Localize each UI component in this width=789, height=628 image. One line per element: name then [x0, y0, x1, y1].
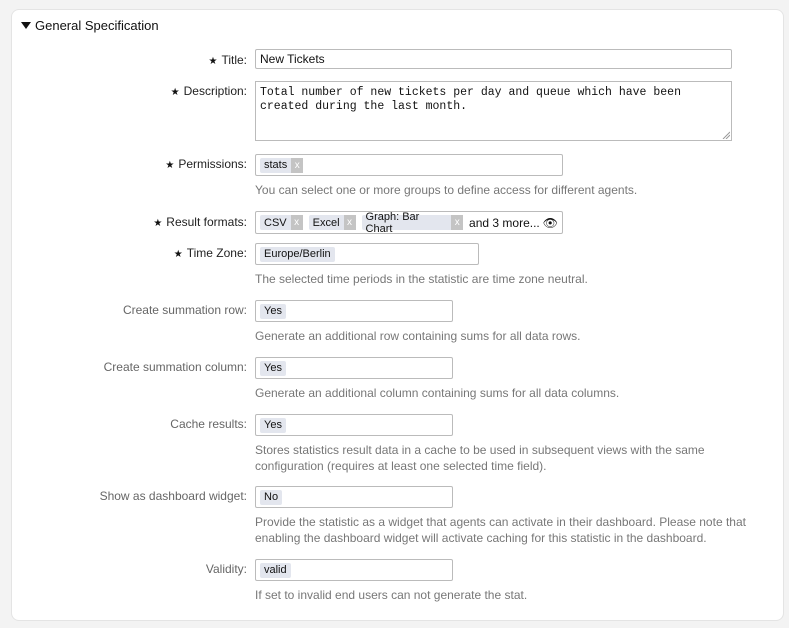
summation-row-label: Create summation row: [122, 303, 247, 317]
general-specification-panel [11, 9, 784, 621]
description-label: ★ Description: [170, 84, 247, 98]
section-toggle[interactable] [21, 16, 159, 34]
asterisk-icon: ★ [170, 87, 180, 98]
summation-column-label: Create summation column: [103, 360, 247, 374]
asterisk-icon: ★ [173, 249, 183, 260]
asterisk-icon: ★ [208, 56, 218, 67]
dashboard-widget-value: No [260, 490, 282, 505]
triangle-down-icon[interactable] [21, 22, 31, 29]
cache-results-value: Yes [260, 418, 286, 433]
validity-label: Validity: [205, 562, 247, 576]
section-title: General Specification [35, 17, 159, 33]
title-label: ★ Title: [208, 53, 247, 67]
summation-row-select[interactable] [255, 300, 453, 322]
summation-column-help: Generate an additional column containing sums for all data columns. [255, 386, 620, 400]
x-icon[interactable]: x [344, 215, 356, 230]
permission-chip: stats x [260, 158, 303, 173]
permissions-label: ★ Permissions: [165, 157, 247, 171]
result-formats-select[interactable] [255, 211, 563, 234]
cache-results-select[interactable] [255, 414, 453, 436]
resize-handle-icon[interactable] [722, 131, 730, 139]
time-zone-help: The selected time periods in the statistic are time zone neutral. [255, 272, 588, 286]
description-textarea[interactable]: Total number of new tickets per day and queue which have been created during the last month. [255, 81, 732, 141]
format-chip-bar-chart: Graph: Bar Chart x [362, 215, 464, 230]
eye-icon[interactable]: 👁 [542, 215, 558, 230]
dashboard-widget-label: Show as dashboard widget: [99, 489, 247, 503]
cache-results-help: Stores statistics result data in a cache to be used in subsequent views with the same configuration (requires at least one selected time field). [255, 443, 705, 473]
dashboard-widget-select[interactable] [255, 486, 453, 508]
summation-column-select[interactable] [255, 357, 453, 379]
x-icon[interactable]: x [291, 215, 303, 230]
validity-help: If set to invalid end users can not generate the stat. [255, 588, 528, 602]
cache-results-label: Cache results: [170, 417, 247, 431]
asterisk-icon: ★ [165, 160, 175, 171]
permissions-help: You can select one or more groups to define access for different agents. [255, 183, 638, 197]
format-chip-csv: CSV x [260, 215, 303, 230]
validity-select[interactable] [255, 559, 453, 581]
time-zone-select[interactable] [255, 243, 479, 265]
x-icon[interactable]: x [291, 158, 303, 173]
asterisk-icon: ★ [153, 218, 163, 229]
permissions-select[interactable] [255, 154, 563, 176]
format-chip-excel: Excel x [309, 215, 356, 230]
time-zone-label: ★ Time Zone: [173, 246, 247, 260]
title-input[interactable]: New Tickets [255, 49, 732, 69]
summation-row-help: Generate an additional row containing sums for all data rows. [255, 329, 581, 343]
x-icon[interactable]: x [451, 215, 463, 230]
result-formats-label: ★ Result formats: [153, 215, 247, 229]
more-formats-link[interactable]: and 3 more... [469, 215, 540, 230]
summation-row-value: Yes [260, 304, 286, 319]
validity-value: valid [260, 563, 291, 578]
dashboard-widget-help: Provide the statistic as a widget that agents can activate in their dashboard. Please note that enabling the dashboard widget will activate caching for this statistic in the dashboard. [255, 515, 746, 545]
time-zone-value: Europe/Berlin [260, 247, 335, 262]
summation-column-value: Yes [260, 361, 286, 376]
